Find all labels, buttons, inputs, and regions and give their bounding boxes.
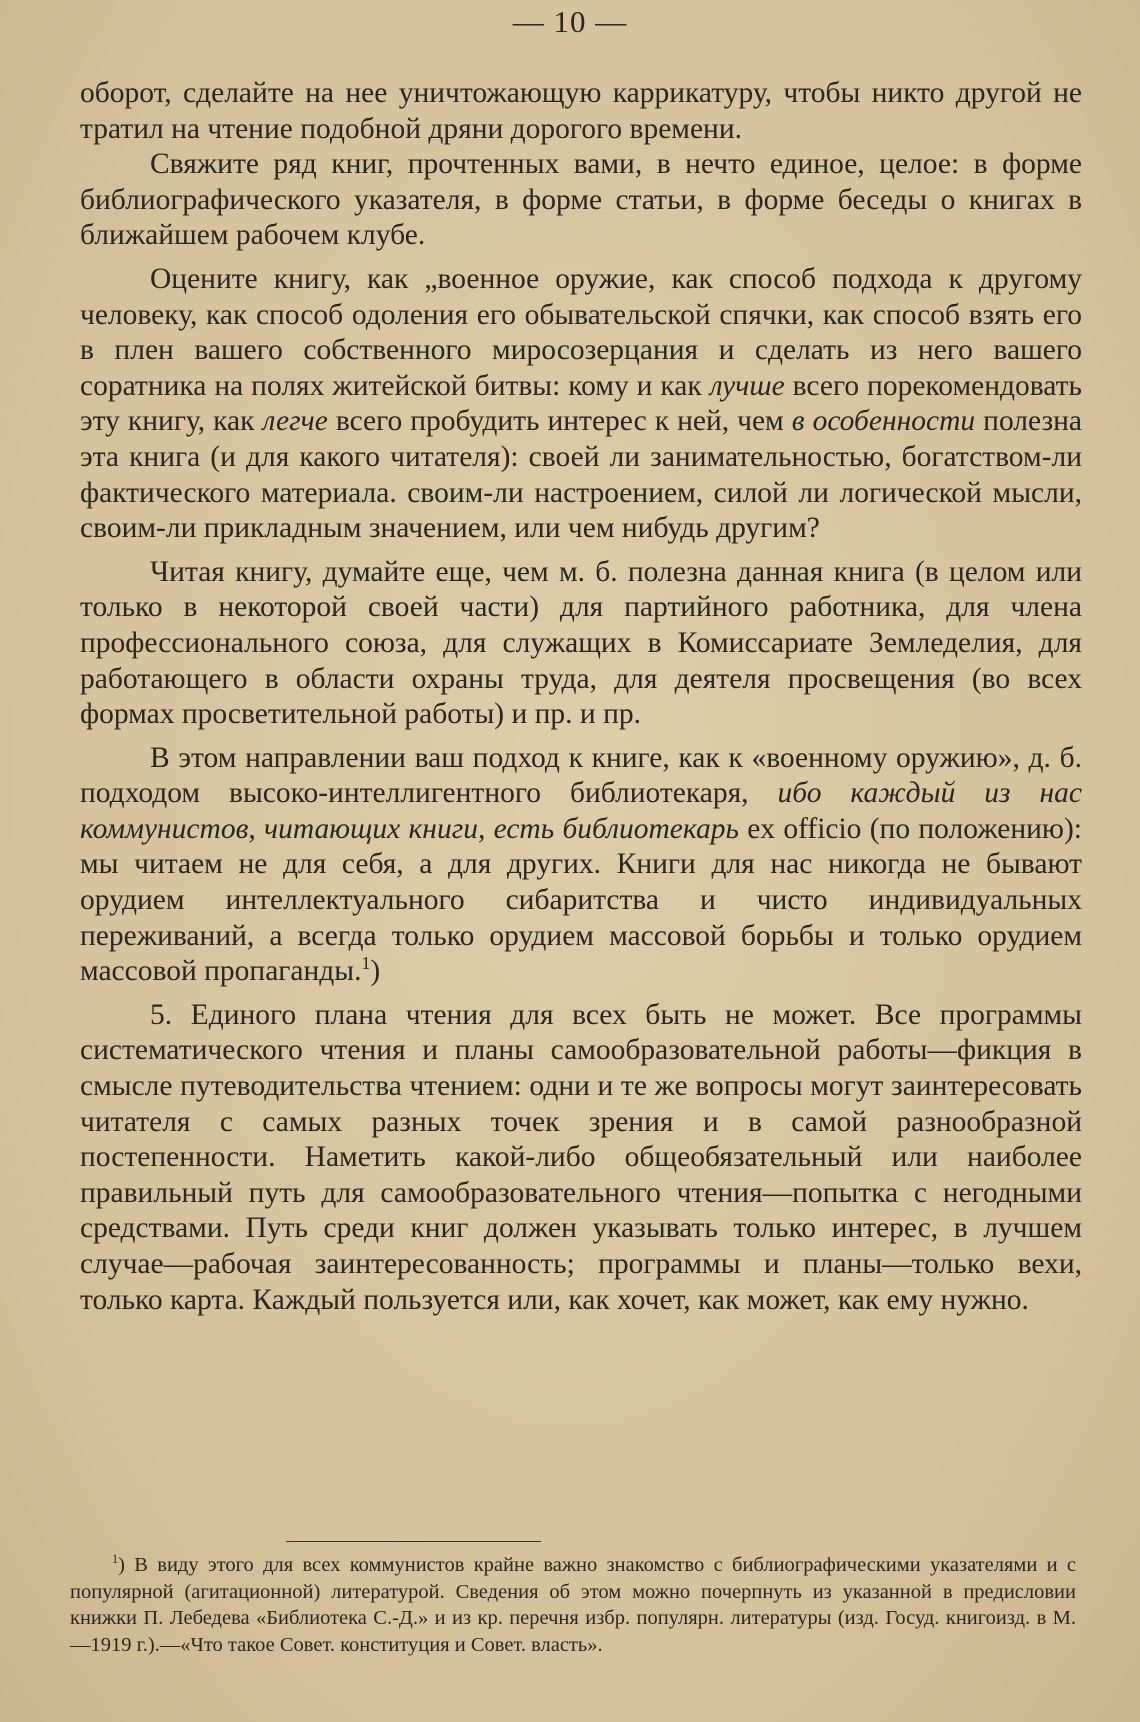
- italic-run: легче: [262, 405, 328, 438]
- italic-run: ибо каждый из нас коммунистов, читающих книги, есть библиотекарь: [80, 777, 1082, 845]
- paragraph-bibliography: Свяжите ряд книг, прочтенных вами, в нечто единое, целое: в форме библиографического указателя, в форме статьи, в форме беседы о книгах в ближайшем рабочем клубе.: [80, 148, 1082, 252]
- text-run: ): [370, 955, 381, 988]
- main-text: [80, 76, 1082, 1318]
- text-run: ex officio (по положению): мы читаем не для себя, а для других. Книги для нас никогда не бывают орудием интеллектуального сибаритства и чисто индивидуальных переживаний, а всегда только орудием массовой борьбы и только орудием массовой пропаганды.: [80, 812, 1082, 988]
- italic-run: лучше: [709, 369, 785, 402]
- paragraph-continuation: оборот, сделайте на нее уничтожающую каррикатуру, чтобы никто другой не тратил на чтение подобной дряни дорогого времени.: [80, 77, 1082, 145]
- paragraph-librarian: [80, 741, 1082, 990]
- text-run: Оцените книгу, как „военное оружие, как способ подхода к другому человеку, как способ одоления его обывательской спячки, как способ взять его в плен вашего собственного миросозерцания и сделать из него вашего соратника на полях житейской битвы: кому и как: [80, 262, 1082, 402]
- text-run: всего порекомендовать эту книгу, как: [80, 369, 1082, 438]
- footnote-text: [70, 1552, 1076, 1658]
- footnote: [70, 1552, 1076, 1658]
- footnote-mark: 1: [112, 1552, 119, 1567]
- paragraph-evaluate-book: [80, 262, 1082, 547]
- page-number: — 10 —: [512, 4, 628, 39]
- footnote-reference[interactable]: 1: [361, 953, 371, 974]
- italic-run: в особенности: [791, 405, 976, 438]
- footnote-separator: [286, 1541, 541, 1542]
- text-run: всего пробудить интерес к ней, чем: [327, 405, 792, 438]
- paragraph-reading-usefulness: Читая книгу, думайте еще, чем м. б. полезна данная книга (в целом или только в некоторой своей части) для партийного работника, для члена профессионального союза, для служащих в Комиссариате Земледелия, для работающего в области охраны труда, для деятеля просвещения (во всех формах просветительной работы) и пр. и пр.: [80, 555, 1082, 731]
- text-run: В этом направлении ваш подход к книге, как к «военному оружию», д. б. подходом высоко-интеллигентного библиотекаря,: [80, 741, 1082, 810]
- footnote-body: ) В виду этого для всех коммунистов крайне важно знакомство с библиографическими указателями и с популярной (агитационной) литературой. Сведения об этом можно почерпнуть из указанной в предисловии книжки П. Лебедева «Библиотека С.-Д.» и из кр. перечня избр. популярн. литературы (изд. Госуд. книгоизд. в М.—1919 г.).—«Что такое Совет. конституция и Совет. власть».: [70, 1554, 1076, 1656]
- paragraph-reading-plan: 5. Единого плана чтения для всех быть не может. Все программы систематического чтения и планы самообразовательной работы—фикция в смысле путеводительства чтением: одни и те же вопросы могут заинтересовать читателя с самых разных точек зрения и в самой разнообразной постепенности. Наметить какой-либо общеобязательный или наиболее правильный путь для самообразовательного чтения—попытка с негодными средствами. Путь среди книг должен указывать только интерес, в лучшем случае—рабочая заинтересованность; программы и планы—только вехи, только карта. Каждый пользуется или, как хочет, как может, как ему нужно.: [80, 998, 1082, 1316]
- text-run: полезна эта книга (и для какого читателя): своей ли занимательностью, богатством-ли фактического материала. своим-ли настроением, силой ли логической мысли, своим-ли прикладным значением, или чем нибудь другим?: [80, 405, 1083, 545]
